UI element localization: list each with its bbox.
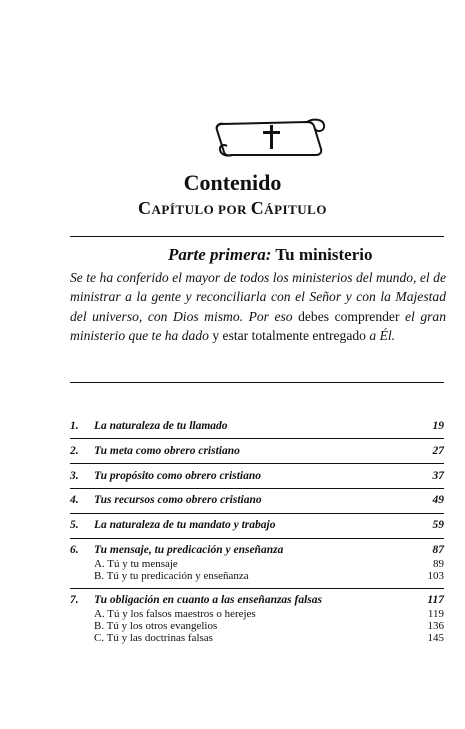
toc-subentry[interactable]: C. Tú y las doctrinas falsas 145 xyxy=(94,632,444,644)
part-intro: Se te ha conferido el mayor de todos los ministerios del mundo, el de ministrar a la gente y reconciliarla con el Señor y con la Majestad del universo, con Dios mismo. Por eso debes comprender el gran ministerio que te ha dado y estar totalmente entregado a Él. xyxy=(70,270,447,343)
toc-divider xyxy=(70,513,444,514)
page-title: Contenido xyxy=(183,170,282,195)
toc-divider xyxy=(70,588,444,589)
toc-subentry[interactable]: B. Tú y los otros evangelios 136 xyxy=(94,620,444,632)
toc-subentry[interactable]: A. Tú y los falsos maestros o herejes 119 xyxy=(94,608,444,620)
toc-subentry[interactable]: A. Tú y tu mensaje 89 xyxy=(94,558,444,570)
toc-entry[interactable]: 7. Tu obligación en cuanto a las enseñanzas falsas 117 A. Tú y los falsos maestros o herejes 119 B. Tú y los otros evangelios 136 C. Tú y las doctrinas falsas 145 xyxy=(70,594,444,644)
toc-divider xyxy=(70,463,444,464)
top-rule xyxy=(70,236,444,237)
toc-divider xyxy=(70,488,444,489)
cross-scroll-icon xyxy=(212,112,330,158)
page-subtitle: CAPÍTULO POR CÁPITULO xyxy=(138,198,327,218)
toc-divider xyxy=(70,538,444,539)
toc-divider xyxy=(70,438,444,439)
part-title: Parte primera: Tu ministerio xyxy=(168,245,373,264)
toc-subentry[interactable]: B. Tú y tu predicación y enseñanza 103 xyxy=(94,570,444,582)
toc-entry[interactable]: 6. Tu mensaje, tu predicación y enseñanza 87 A. Tú y tu mensaje 89 B. Tú y tu predicación y enseñanza 103 xyxy=(70,544,444,582)
mid-rule xyxy=(70,382,444,383)
